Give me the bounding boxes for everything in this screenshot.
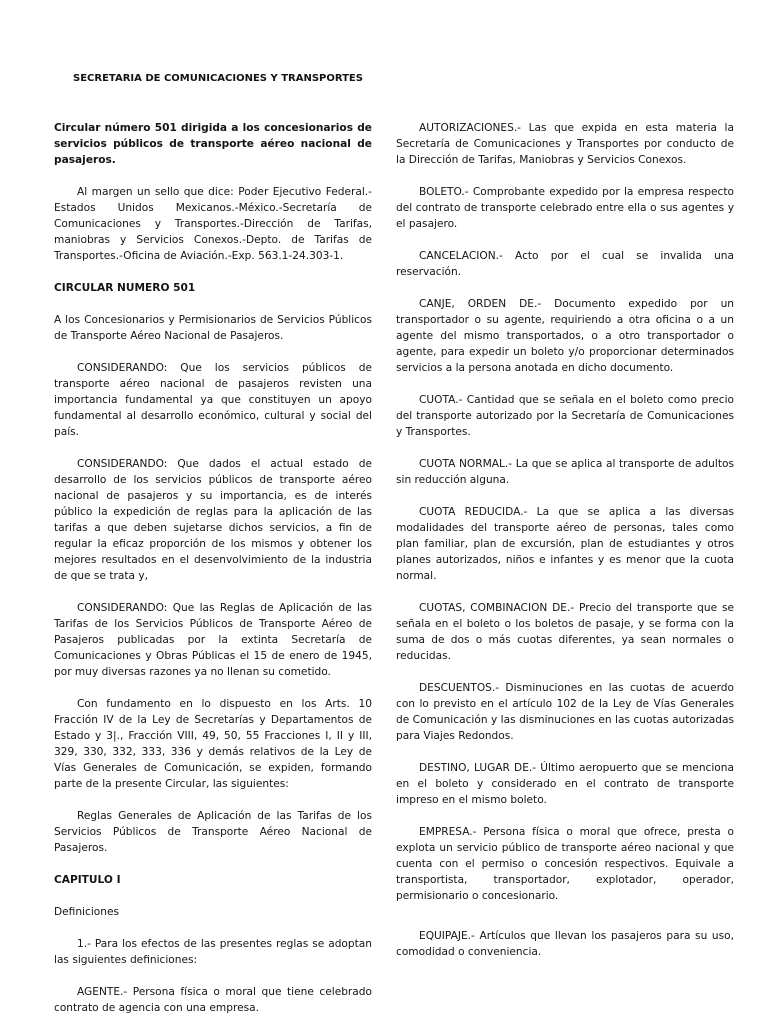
- definition-cuotas-combinacion: CUOTAS, COMBINACION DE.- Precio del transporte que se señala en el boleto o los boletos de pasaje, y se forma con la suma de dos o más cuotas diferentes, ya sean normales o reducidas.: [396, 602, 734, 662]
- considerando-1: CONSIDERANDO: Que los servicios públicos de transporte aéreo nacional de pasajeros revisten una importancia fundamental ya que constituyen un apoyo fundamental al desarrollo económico, cultural y social del país.: [54, 362, 372, 438]
- definition-cancelacion: CANCELACION.- Acto por el cual se invalida una reservación.: [396, 250, 734, 278]
- right-column: [396, 120, 734, 976]
- considerando-2: CONSIDERANDO: Que dados el actual estado de desarrollo de los servicios públicos de transporte aéreo nacional de pasajeros y su importancia, es de interés público la expedición de reglas para la aplicación de las tarifas a que deben sujetarse dichos servicios, a fin de regular la eficaz proporción de los mismos y obtener los mejores resultados en el desenvolvimiento de la industria de que se trata y,: [54, 458, 372, 582]
- addressees-paragraph: A los Concesionarios y Permisionarios de Servicios Públicos de Transporte Aéreo Nacional de Pasajeros.: [54, 314, 372, 342]
- left-column: [54, 120, 372, 1032]
- document-heading: SECRETARIA DE COMUNICACIONES Y TRANSPORTES: [73, 73, 363, 84]
- definition-agente: AGENTE.- Persona física o moral que tiene celebrado contrato de agencia con una empresa.: [54, 986, 372, 1014]
- definition-destino: DESTINO, LUGAR DE.- Último aeropuerto que se menciona en el boleto y considerado en el contrato de transporte impreso en el mismo boleto.: [396, 762, 734, 806]
- definitions-heading: Definiciones: [54, 906, 120, 918]
- definition-equipaje: EQUIPAJE.- Artículos que llevan los pasajeros para su uso, comodidad o conveniencia.: [396, 930, 734, 958]
- definition-empresa: EMPRESA.- Persona física o moral que ofrece, presta o explota un servicio público de transporte aéreo nacional y que cuenta con el permiso o concesión respectivos. Equivale a transportista, transportador, explotador, operador, permisionario o concesionario.: [396, 826, 734, 902]
- definition-canje: CANJE, ORDEN DE.- Documento expedido por un transportador o su agente, requiriendo a otra oficina o a un agente del mismo transportados, o a otro transportador o agente, para expedir un boleto y/o proporcionar determinados servicios a la persona anotada en dicho documento.: [396, 298, 734, 374]
- sello-paragraph: Al margen un sello que dice: Poder Ejecutivo Federal.-Estados Unidos Mexicanos.-México.-Secretaría de Comunicaciones y Transportes.-Dirección de Tarifas, maniobras y Servicios Conexos.-Depto. de Tarifas de Transportes.-Oficina de Aviación.-Exp. 563.1-24.303-1.: [54, 186, 372, 262]
- considerando-3: CONSIDERANDO: Que las Reglas de Aplicación de las Tarifas de los Servicios Públicos de Transporte Aéreo de Pasajeros publicadas por la extinta Secretaría de Comunicaciones y Obras Públicas el 15 de enero de 1945, por muy diversas razones ya no llenan su cometido.: [54, 602, 372, 678]
- definition-cuota-reducida: CUOTA REDUCIDA.- La que se aplica a las diversas modalidades del transporte aéreo de personas, tales como plan familiar, plan de excursión, plan de estudiantes y otros planes autorizados, niños e infantes y es menor que la cuota normal.: [396, 506, 734, 582]
- definition-boleto: BOLETO.- Comprobante expedido por la empresa respecto del contrato de transporte celebrado entre ella o sus agentes y el pasajero.: [396, 186, 734, 230]
- definition-autorizaciones: AUTORIZACIONES.- Las que expida en esta materia la Secretaría de Comunicaciones y Transportes por conducto de la Dirección de Tarifas, Maniobras y Servicios Conexos.: [396, 122, 734, 166]
- chapter-heading: CAPITULO I: [54, 874, 121, 886]
- definition-descuentos: DESCUENTOS.- Disminuciones en las cuotas de acuerdo con lo previsto en el artículo 102 de la Ley de Vías Generales de Comunicación y las disminuciones en las cuotas autorizadas para Viajes Redondos.: [396, 682, 734, 742]
- definition-cuota: CUOTA.- Cantidad que se señala en el boleto como precio del transporte autorizado por la Secretaría de Comunicaciones y Transportes.: [396, 394, 734, 438]
- circular-number: CIRCULAR NUMERO 501: [54, 282, 196, 294]
- legal-basis-paragraph: Con fundamento en lo dispuesto en los Arts. 10 Fracción IV de la Ley de Secretarías y Departamentos de Estado y 3|., Fracción VIII, 49, 50, 55 Fracciones I, II y III, 329, 330, 332, 333, 336 y demás relativos de la Ley de Vías Generales de Comunicación, se expiden, formando parte de la presente Circular, las siguientes:: [54, 698, 372, 790]
- rules-title: Reglas Generales de Aplicación de las Tarifas de los Servicios Públicos de Transporte Aéreo Nacional de Pasajeros.: [54, 810, 372, 854]
- circular-title: Circular número 501 dirigida a los concesionarios de servicios públicos de transporte aéreo nacional de pasajeros.: [54, 122, 372, 166]
- definition-cuota-normal: CUOTA NORMAL.- La que se aplica al transporte de adultos sin reducción alguna.: [396, 458, 734, 486]
- point-1: 1.- Para los efectos de las presentes reglas se adoptan las siguientes definiciones:: [54, 938, 372, 966]
